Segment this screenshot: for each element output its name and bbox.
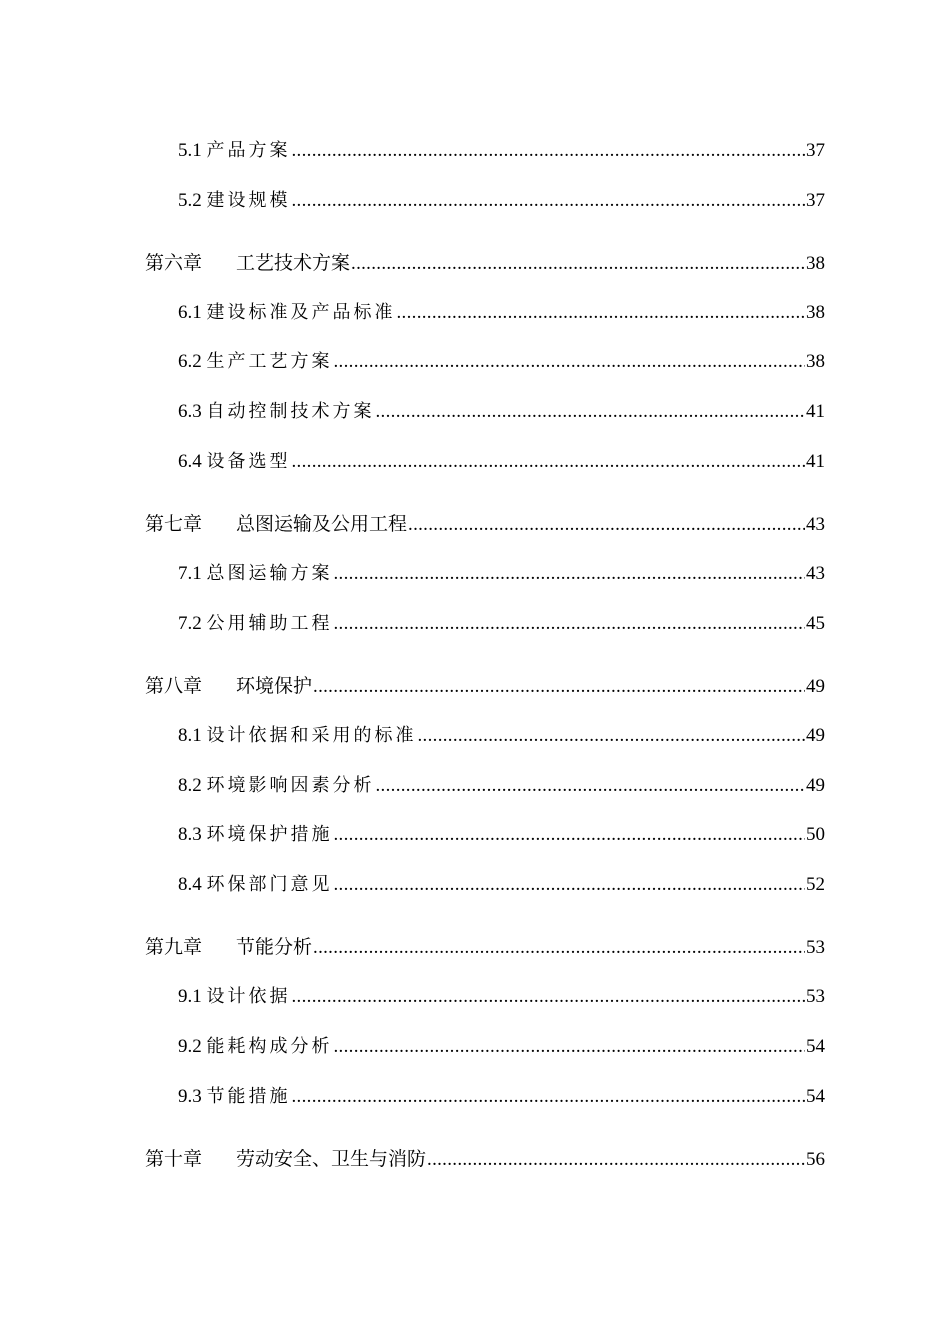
toc-section-title: 环境保护措施 — [206, 824, 333, 845]
toc-entry-7-1[interactable] — [0, 559, 950, 589]
toc-entry-9-1[interactable] — [0, 982, 950, 1012]
toc-entry-label — [178, 870, 333, 900]
toc-dot-leader — [334, 347, 806, 377]
toc-page-number: 38 — [806, 253, 825, 274]
toc-chapter-number: 第八章 — [145, 675, 203, 697]
toc-page-number: 53 — [806, 986, 825, 1007]
toc-page-number: 49 — [806, 725, 825, 746]
toc-dot-leader — [427, 1145, 805, 1175]
toc-section-number: 9.1 — [178, 986, 202, 1007]
toc-dot-leader — [334, 609, 806, 639]
toc-entry-label — [178, 347, 333, 377]
toc-page-number: 52 — [806, 874, 825, 895]
toc-entry-5-1[interactable] — [0, 136, 950, 166]
toc-entry-6-1[interactable] — [0, 298, 950, 328]
toc-section-title: 环保部门意见 — [206, 874, 333, 895]
toc-section-number: 5.1 — [178, 140, 202, 161]
toc-page-number: 38 — [806, 302, 825, 323]
toc-chapter-title: 环境保护 — [236, 675, 313, 697]
toc-dot-leader — [334, 559, 806, 589]
toc-section-number: 8.2 — [178, 775, 202, 796]
toc-chapter-8[interactable] — [0, 671, 950, 701]
toc-section-number: 8.4 — [178, 874, 202, 895]
toc-chapter-title: 节能分析 — [236, 936, 313, 958]
toc-section-title: 环境影响因素分析 — [206, 775, 375, 796]
toc-page-number: 54 — [806, 1036, 825, 1057]
toc-entry-label — [145, 509, 407, 540]
toc-dot-leader — [334, 820, 806, 850]
toc-chapter-9[interactable] — [0, 932, 950, 962]
toc-entry-6-3[interactable] — [0, 397, 950, 427]
toc-dot-leader — [334, 1032, 806, 1062]
toc-entry-label — [178, 397, 375, 427]
toc-entry-label — [178, 136, 291, 166]
toc-entry-8-2[interactable] — [0, 771, 950, 801]
toc-entry-9-2[interactable] — [0, 1032, 950, 1062]
toc-entry-label — [178, 609, 333, 639]
toc-chapter-10[interactable] — [0, 1144, 950, 1174]
toc-chapter-title: 总图运输及公用工程 — [236, 513, 408, 535]
toc-entry-label — [145, 932, 312, 963]
toc-entry-label — [145, 1144, 426, 1175]
toc-entry-label — [178, 820, 333, 850]
toc-entry-label — [145, 248, 350, 279]
toc-page-number: 41 — [806, 451, 825, 472]
toc-entry-label — [145, 671, 312, 702]
toc-chapter-title: 劳动安全、卫生与消防 — [236, 1148, 427, 1170]
toc-section-number: 5.2 — [178, 190, 202, 211]
toc-page-number: 50 — [806, 824, 825, 845]
toc-section-title: 设计依据和采用的标准 — [206, 725, 417, 746]
toc-page-number: 49 — [806, 775, 825, 796]
toc-section-title: 建设标准及产品标准 — [206, 302, 396, 323]
toc-page-number: 37 — [806, 140, 825, 161]
toc-section-title: 公用辅助工程 — [206, 613, 333, 634]
toc-chapter-number: 第七章 — [145, 513, 203, 535]
toc-entry-5-2[interactable] — [0, 186, 950, 216]
toc-section-title: 设计依据 — [206, 986, 291, 1007]
toc-dot-leader — [397, 298, 806, 328]
toc-entry-label — [178, 1032, 333, 1062]
toc-page-number: 43 — [806, 514, 825, 535]
toc-dot-leader — [292, 447, 806, 477]
toc-entry-7-2[interactable] — [0, 609, 950, 639]
toc-dot-leader — [376, 397, 806, 427]
toc-section-number: 6.4 — [178, 451, 202, 472]
toc-entry-9-3[interactable] — [0, 1082, 950, 1112]
toc-dot-leader — [418, 721, 806, 751]
toc-entry-8-1[interactable] — [0, 721, 950, 751]
toc-section-number: 7.2 — [178, 613, 202, 634]
toc-section-number: 8.3 — [178, 824, 202, 845]
toc-dot-leader — [376, 771, 806, 801]
toc-section-title: 能耗构成分析 — [206, 1036, 333, 1057]
toc-dot-leader — [292, 982, 806, 1012]
toc-section-number: 7.1 — [178, 563, 202, 584]
toc-section-number: 9.3 — [178, 1086, 202, 1107]
toc-section-number: 6.3 — [178, 401, 202, 422]
toc-entry-label — [178, 186, 291, 216]
toc-section-title: 总图运输方案 — [206, 563, 333, 584]
toc-chapter-7[interactable] — [0, 509, 950, 539]
toc-section-number: 8.1 — [178, 725, 202, 746]
toc-dot-leader — [313, 933, 805, 963]
toc-section-number: 9.2 — [178, 1036, 202, 1057]
toc-section-number: 6.2 — [178, 351, 202, 372]
toc-dot-leader — [292, 186, 806, 216]
toc-page-number: 41 — [806, 401, 825, 422]
toc-section-title: 节能措施 — [206, 1086, 291, 1107]
toc-entry-label — [178, 982, 291, 1012]
toc-section-title: 产品方案 — [206, 140, 291, 161]
toc-dot-leader — [351, 249, 805, 279]
toc-dot-leader — [313, 672, 805, 702]
toc-section-title: 建设规模 — [206, 190, 291, 211]
toc-page-number: 38 — [806, 351, 825, 372]
toc-entry-6-2[interactable] — [0, 347, 950, 377]
toc-page-number: 49 — [806, 676, 825, 697]
toc-page-number: 37 — [806, 190, 825, 211]
toc-page-number: 53 — [806, 937, 825, 958]
toc-page-number: 43 — [806, 563, 825, 584]
toc-section-number: 6.1 — [178, 302, 202, 323]
toc-page-number: 56 — [806, 1149, 825, 1170]
toc-chapter-title: 工艺技术方案 — [236, 252, 351, 274]
toc-dot-leader — [334, 870, 806, 900]
toc-chapter-number: 第九章 — [145, 936, 203, 958]
toc-section-title: 自动控制技术方案 — [206, 401, 375, 422]
toc-page-number: 54 — [806, 1086, 825, 1107]
toc-entry-6-4[interactable] — [0, 447, 950, 477]
toc-chapter-number: 第十章 — [145, 1148, 203, 1170]
toc-chapter-number: 第六章 — [145, 252, 203, 274]
toc-dot-leader — [408, 510, 805, 540]
toc-dot-leader — [292, 136, 806, 166]
toc-dot-leader — [292, 1082, 806, 1112]
toc-chapter-6[interactable] — [0, 248, 950, 278]
toc-entry-label — [178, 771, 375, 801]
toc-page-number: 45 — [806, 613, 825, 634]
toc-entry-8-3[interactable] — [0, 820, 950, 850]
toc-entry-label — [178, 721, 417, 751]
toc-section-title: 生产工艺方案 — [206, 351, 333, 372]
toc-entry-label — [178, 559, 333, 589]
toc-entry-8-4[interactable] — [0, 870, 950, 900]
toc-entry-label — [178, 447, 291, 477]
toc-entry-label — [178, 298, 396, 328]
toc-entry-label — [178, 1082, 291, 1112]
toc-section-title: 设备选型 — [206, 451, 291, 472]
